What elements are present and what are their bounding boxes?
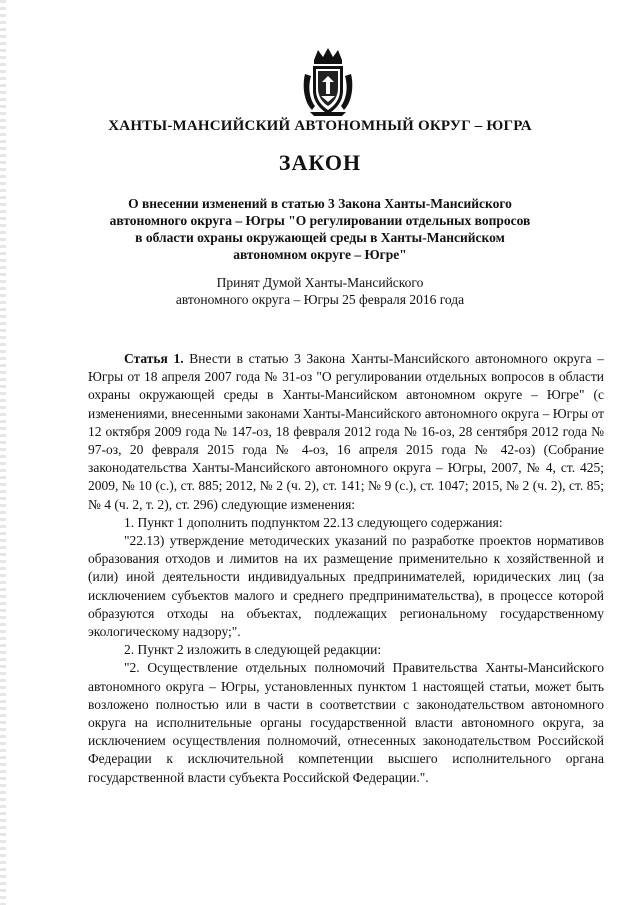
amendment-paragraph: "2. Осуществление отдельных полномочий Правительства Ханты-Мансийского автономного округа – Югры, установленных пунктом 1 настоящей статьи, может быть возложено полностью или в части в соответствии с законодательством автономного округа на исполнительные органы государственной власти автономного округа, за исключением осуществления полномочий, отнесенных законодательством Российской Федерации к исключительной компетенции высшего исполнительного органа государственной власти субъекта Российской Федерации.". [88,660,604,785]
document-type-heading: ЗАКОН [278,150,362,175]
adoption-note-line: Принят Думой Ханты-Мансийского [216,275,424,290]
law-title-line: автономном округе – Югре" [233,247,407,262]
adoption-note [80,274,560,308]
law-title [80,195,560,263]
coat-of-arms-icon [302,46,354,118]
article-label: Статья 1. [124,351,184,366]
law-title-line: в области охраны окружающей среды в Ханты-Мансийском [135,230,505,245]
amendment-paragraph: "22.13) утверждение методических указаний по разработке проектов нормативов образования отходов и лимитов на их размещение применительно к хозяйственной и (или) иной деятельности индивидуальных предпринимателей, юридических лиц (за исключением субъектов малого и среднего предпринимательства), в процессе которой образуются отходы на объектах, подлежащих региональному государственному экологическому надзору;". [88,533,604,640]
adoption-note-line: автономного округа – Югры 25 февраля 2016 года [175,292,465,307]
scan-edge [0,0,6,905]
amendment-paragraph: 2. Пункт 2 изложить в следующей редакции: [124,642,382,658]
article-intro-text: Внести в статью 3 Закона Ханты-Мансийского автономного округа – Югры от 18 апреля 2007 года № 31-оз "О регулировании отдельных вопросов в области охраны окружающей среды в Ханты-Мансийском автономном округе – Югре" (с изменениями, внесенными законами Ханты-Мансийского автономного округа – Югры от 12 октября 2009 года № 147-оз, 18 февраля 2012 года № 16-оз, 28 сентября 2012 года № 97-оз, 20 февраля 2015 года № 4-оз, 16 апреля 2015 года № 42-оз) (Собрание законодательства Ханты-Мансийского автономного округа – Югры, 2007, № 4, ст. 425; 2009, № 10 (с.), ст. 885; 2012, № 2 (ч. 2), ст. 141; № 9 (с.), ст. 1047; 2015, № 2 (ч. 2), ст. 85; № 4 (ч. 2, т. 2), ст. 296) следующие изменения: [88,351,604,512]
article-intro-paragraph [88,350,604,514]
law-body [88,350,604,787]
law-title-line: автономного округа – Югры "О регулировании отдельных вопросов [109,213,531,228]
region-heading: ХАНТЫ-МАНСИЙСКИЙ АВТОНОМНЫЙ ОКРУГ – ЮГРА [108,118,532,134]
law-title-line: О внесении изменений в статью 3 Закона Ханты-Мансийского [128,196,512,211]
amendment-paragraph: 1. Пункт 1 дополнить подпунктом 22.13 следующего содержания: [124,514,503,530]
